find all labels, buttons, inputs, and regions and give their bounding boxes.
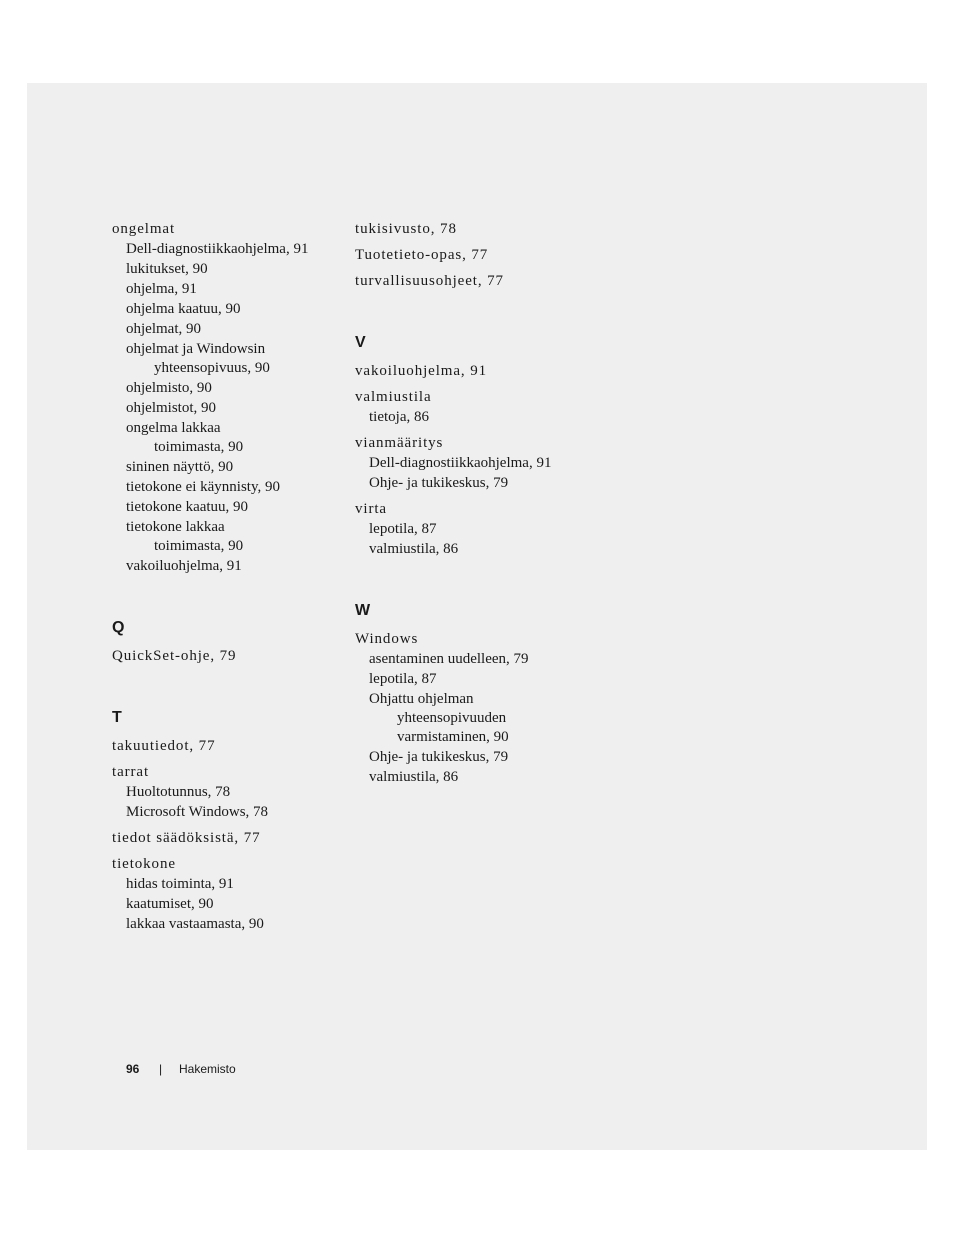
index-subentry — [112, 477, 342, 497]
index-letter-heading: Q — [112, 619, 125, 636]
index-subentry-text: ohjelma kaatuu, 90 — [126, 301, 241, 317]
index-subentry — [355, 407, 585, 427]
index-subentry — [112, 894, 342, 914]
index-subentry-text: Microsoft Windows, 78 — [126, 804, 269, 820]
index-subentry-text: ohjelmisto, 90 — [126, 380, 212, 396]
index-subentry-text: Dell-diagnostiikkaohjelma, 91 — [369, 455, 552, 471]
index-subentry-text: ohjelma, 91 — [126, 281, 197, 297]
footer-separator: | — [159, 1062, 163, 1076]
index-subentry-text: Ohje- ja tukikeskus, 79 — [369, 475, 509, 491]
index-subentry-text: Huoltotunnus, 78 — [126, 784, 231, 800]
index-subentry — [355, 453, 585, 473]
index-subentry — [112, 802, 342, 822]
index-subentry-text: Dell-diagnostiikkaohjelma, 91 — [126, 241, 309, 257]
index-subentry — [355, 767, 585, 787]
index-subentry — [112, 497, 342, 517]
index-subentry-text: ohjelmistot, 90 — [126, 400, 216, 416]
index-subentry — [112, 517, 342, 556]
index-subentry-text: ohjelmat, 90 — [126, 321, 201, 337]
index-subentry — [112, 418, 342, 457]
index-subentry-text: vakoiluohjelma, 91 — [126, 558, 242, 574]
index-subentry — [112, 398, 342, 418]
index-entry: tietokone — [112, 856, 176, 872]
index-subentry — [112, 299, 342, 319]
index-subentry-continuation: varmistaminen, 90 — [397, 729, 509, 745]
index-subentry-text: kaatumiset, 90 — [126, 896, 214, 912]
index-entry: Tuotetieto-opas, 77 — [355, 247, 489, 263]
index-subentry-text: Ohjattu ohjelman — [369, 691, 474, 707]
index-entry: tukisivusto, 78 — [355, 221, 457, 237]
index-subentry — [355, 649, 585, 669]
index-subentry-text: tietoja, 86 — [369, 409, 429, 425]
index-subentry — [112, 279, 342, 299]
index-subentry-text: lakkaa vastaamasta, 90 — [126, 916, 264, 932]
index-subentry-text: hidas toiminta, 91 — [126, 876, 234, 892]
index-entry: valmiustila — [355, 389, 432, 405]
section-title: Hakemisto — [179, 1062, 236, 1076]
index-subentry-text: ongelma lakkaa — [126, 420, 221, 436]
index-subentry — [112, 378, 342, 398]
index-subentry-text: Ohje- ja tukikeskus, 79 — [369, 749, 509, 765]
index-entry: Windows — [355, 631, 419, 647]
index-subentry — [355, 747, 585, 767]
index-entry: vakoiluohjelma, 91 — [355, 363, 488, 379]
index-subentry-continuation: toimimasta, 90 — [154, 538, 244, 554]
index-subentry-text: valmiustila, 86 — [369, 541, 459, 557]
index-subentry-text: tietokone kaatuu, 90 — [126, 499, 249, 515]
index-subentry-text: lukitukset, 90 — [126, 261, 208, 277]
index-subentry-text: asentaminen uudelleen, 79 — [369, 651, 529, 667]
index-subentry — [112, 259, 342, 279]
index-subentry — [112, 556, 342, 576]
index-subentry — [355, 539, 585, 559]
index-entry: turvallisuusohjeet, 77 — [355, 273, 504, 289]
index-entry: takuutiedot, 77 — [112, 738, 216, 754]
index-subentry — [355, 519, 585, 539]
index-subentry-text: tietokone ei käynnisty, 90 — [126, 479, 280, 495]
index-column-left — [112, 219, 342, 934]
index-subentry-continuation: toimimasta, 90 — [154, 439, 244, 455]
index-subentry — [112, 874, 342, 894]
index-entry: tarrat — [112, 764, 150, 780]
index-letter-heading: V — [355, 334, 366, 351]
index-subentry-text: valmiustila, 86 — [369, 769, 459, 785]
index-subentry-text: ohjelmat ja Windowsin — [126, 341, 266, 357]
index-subentry — [112, 457, 342, 477]
index-subentry-text: lepotila, 87 — [369, 671, 437, 687]
index-subentry — [112, 782, 342, 802]
index-entry: QuickSet-ohje, 79 — [112, 648, 237, 664]
index-subentry — [355, 669, 585, 689]
index-subentry — [112, 914, 342, 934]
index-entry: tiedot säädöksistä, 77 — [112, 830, 261, 846]
index-subentry — [355, 473, 585, 493]
index-entry: virta — [355, 501, 387, 517]
index-subentry-text: lepotila, 87 — [369, 521, 437, 537]
page-number: 96 — [126, 1062, 140, 1076]
index-subentry — [112, 339, 342, 378]
index-subentry-continuation: yhteensopivuuden — [397, 710, 507, 726]
index-subentry — [112, 319, 342, 339]
index-letter-heading: W — [355, 602, 371, 619]
index-subentry-continuation: yhteensopivuus, 90 — [154, 360, 270, 376]
index-letter-heading: T — [112, 709, 122, 726]
index-entry: ongelmat — [112, 221, 176, 237]
index-entry: vianmääritys — [355, 435, 444, 451]
index-column-right — [355, 219, 585, 787]
index-subentry-text: tietokone lakkaa — [126, 519, 225, 535]
index-subentry — [112, 239, 342, 259]
document-page — [27, 83, 927, 1150]
index-subentry-text: sininen näyttö, 90 — [126, 459, 234, 475]
index-subentry — [355, 689, 585, 709]
page-footer — [126, 1061, 236, 1077]
